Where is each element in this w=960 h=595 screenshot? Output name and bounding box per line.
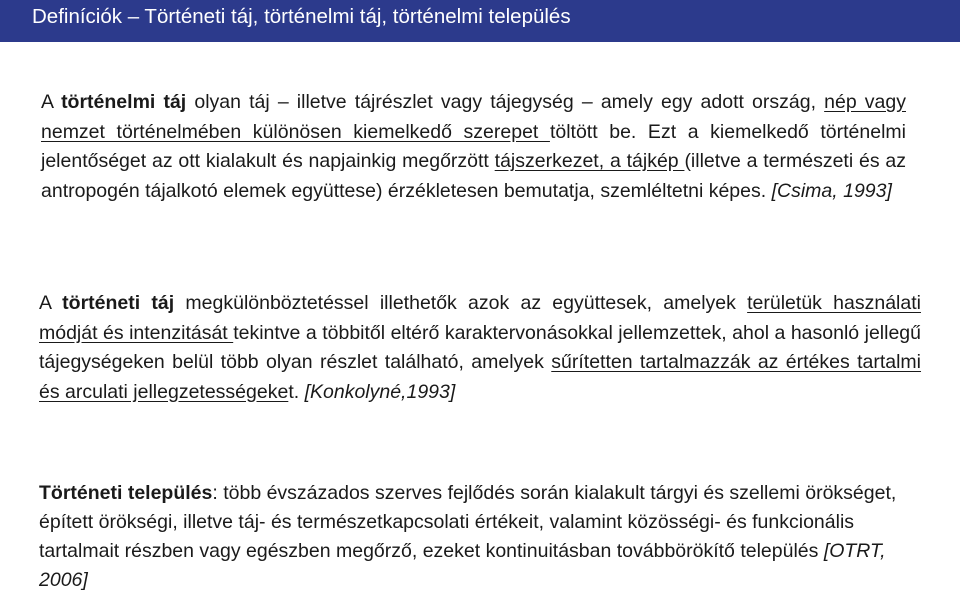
term-torteneti-taj: történeti táj (62, 292, 175, 314)
term-torttenelmi-taj: történelmi táj (61, 91, 187, 113)
text-run: A (39, 292, 63, 314)
text-run: t. (288, 380, 305, 403)
text-run: töltött be. Ezt a kiemelkedő történelmi jelentőséget az ott kialakult és napjainkig megőrzött (41, 120, 906, 172)
underlined-phrase: tájszerkezet, a tájkép (494, 150, 685, 172)
citation: [Konkolyné,1993] (304, 380, 456, 403)
underlined-phrase: sűrítetten tartalmazzák az értékes tartalmi és arculati jellegzetességeke (39, 351, 922, 403)
citation: [OTRT, 2006] (39, 540, 886, 591)
definition-historical-landscape (41, 88, 906, 206)
text-run: megkülönböztetéssel illethetők azok az együttesek, amelyek (174, 292, 748, 314)
citation: [Csima, 1993] (771, 179, 892, 202)
term-torteneti-telepules: Történeti település (39, 482, 213, 504)
underlined-phrase: területük használati módját és intenzitását (39, 292, 921, 344)
definition-historic-landscape (39, 289, 921, 407)
text-run: (illetve a természeti és az antropogén tájalkotó elemek együttese) érzékletesen bemutatja, szemléltetni képes. (41, 150, 906, 202)
definition-historic-settlement (39, 479, 919, 595)
text-run: : több évszázados szerves fejlődés során kialakult tárgyi és szellemi örökséget, épített örökségi, illetve táj- és természetkapcsolati értékeit, valamint közösségi- és funkcionális tartalmait részben vagy egészben megőrző, ezeket kontinuitásban továbbörökítő település (39, 482, 897, 562)
slide-title: Definíciók – Történeti táj, történelmi táj, történelmi település (32, 5, 571, 28)
text-run: A (41, 91, 62, 113)
underlined-phrase: nép vagy nemzet történelmében különösen kiemelkedő szerepet (41, 91, 906, 143)
text-run: olyan táj – illetve tájrészlet vagy tájegység – amely egy adott ország, (186, 91, 825, 113)
title-bar (0, 0, 960, 42)
text-run: tekintve a többitől eltérő karaktervonásokkal jellemzettek, ahol a hasonló jellegű tájegységeken belül több olyan részlet található, amelyek (39, 321, 921, 373)
